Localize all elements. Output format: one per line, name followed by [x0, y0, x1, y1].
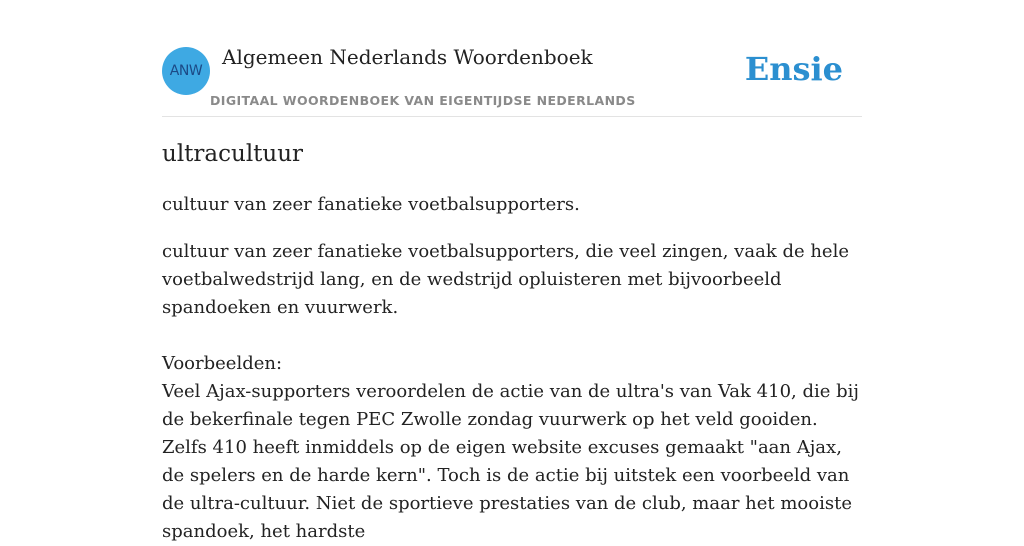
example-text: Veel Ajax-supporters veroordelen de actie van de ultra's van Vak 410, die bij de bekerfinale tegen PEC Zwolle zondag vuurwerk op het veld gooiden. Zelfs 410 heeft inmiddels op de eigen website excuses gemaakt "aan Ajax, de spelers en de harde kern". Toch is de actie bij uitstek een voorbeeld van de ultra-cultuur. Niet de sportieve prestaties van de club, maar het mooiste spandoek, het hardste: [162, 381, 859, 542]
anw-logo[interactable]: [162, 47, 210, 95]
examples-label: Voorbeelden:: [162, 353, 283, 374]
long-definition: cultuur van zeer fanatieke voetbalsupporters, die veel zingen, vaak de hele voetbalwedstrijd lang, en de wedstrijd opluisteren met bijvoorbeeld spandoeken en vuurwerk.: [162, 241, 849, 318]
dictionary-title[interactable]: Algemeen Nederlands Woordenboek: [222, 45, 593, 69]
ensie-brand-logo[interactable]: Ensie: [744, 50, 843, 88]
entry-content: [162, 138, 862, 546]
dictionary-subtitle: DIGITAAL WOORDENBOEK VAN EIGENTIJDSE NEDERLANDS: [210, 93, 636, 108]
anw-logo-text: ANW: [169, 63, 203, 79]
entry-headword: ultracultuur: [162, 141, 304, 167]
short-definition: cultuur van zeer fanatieke voetbalsupporters.: [162, 194, 580, 215]
site-header: [162, 0, 862, 117]
